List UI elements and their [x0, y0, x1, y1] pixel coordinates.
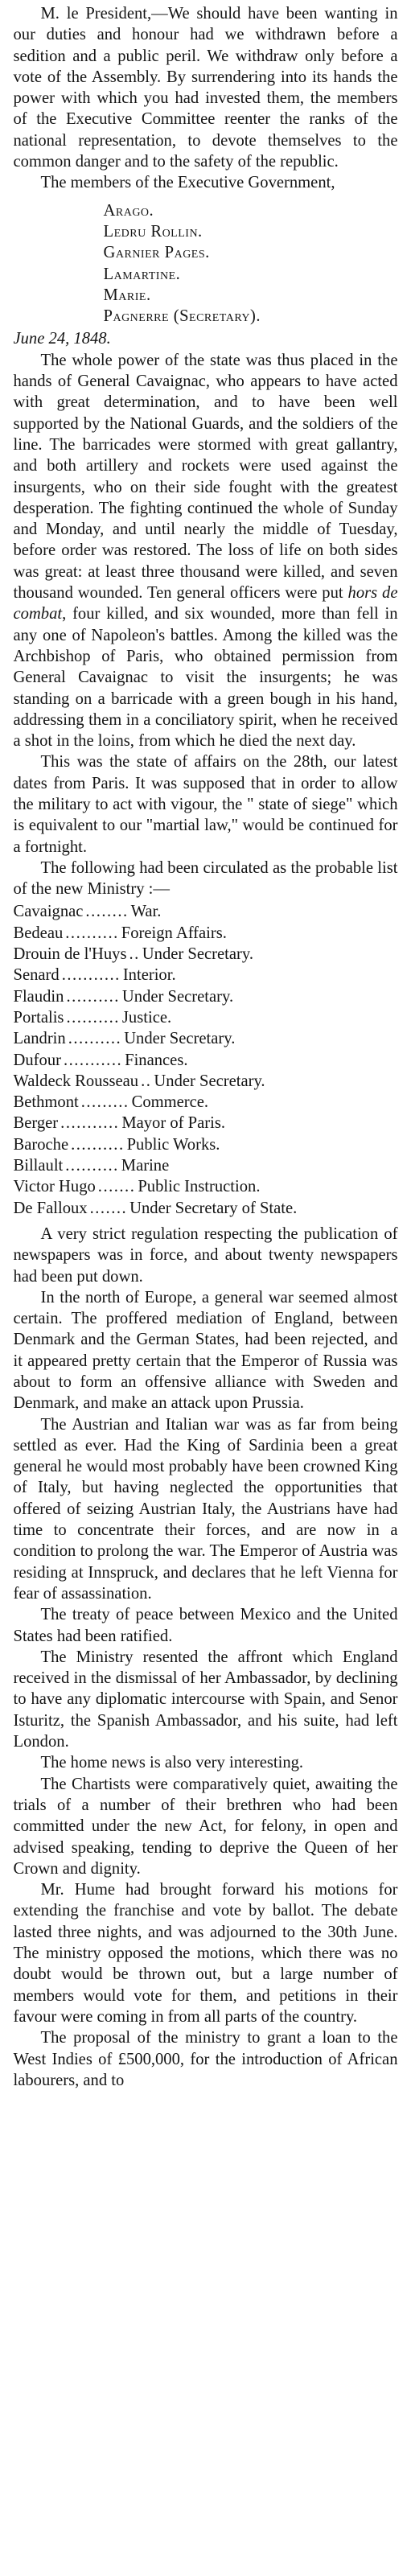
leader-dots: ..........: [66, 987, 120, 1006]
ministry-row: [14, 901, 398, 922]
leader-dots: ..........: [66, 1008, 120, 1027]
signatory: Arago.: [103, 201, 154, 220]
minister-post: War.: [130, 903, 162, 921]
leader-dots: .......: [97, 1178, 136, 1196]
minister-name: Billault: [13, 1157, 64, 1175]
paragraph-cavaignac: [14, 350, 398, 752]
minister-post: Under Secretary.: [121, 987, 234, 1006]
hors-de-combat-phrase: hors de combat: [13, 584, 398, 623]
minister-name: Bethmont: [13, 1093, 79, 1112]
paragraph-home-news: The home news is also very interesting.: [40, 1754, 304, 1772]
minister-name: Bedeau: [13, 924, 64, 942]
leader-dots: ..: [141, 1072, 152, 1090]
leader-dots: ...........: [61, 966, 121, 985]
minister-post: Marine: [121, 1157, 170, 1175]
address-text: M. le President,—We should have been wanting in our duties and honour had we withdrawn before a sedition and a public peril. We withdraw only before a vote of the Assembly. By surrendering into its hands the power with which you had invested them, the members of the Executive Committee reenter the ranks of the national representation, to devote themselves to the common danger and to the safety of the republic.: [13, 5, 398, 171]
paragraph-cavaignac-tail: , four killed, and six wounded, more than fell in any one of Napoleon's battles. Among the killed was the Archbishop of Paris, who obtained permission from General Cavaignac to visit the insurgents; he was standing on a barricade with a green bough in his hand, addressing them in a conciliatory spirit, when he received a shot in the loins, from which he died the next day.: [13, 605, 398, 751]
paragraph-mexico-treaty: The treaty of peace between Mexico and the United States had been ratified.: [13, 1606, 398, 1645]
minister-name: Landrin: [13, 1030, 66, 1048]
minister-name: Berger: [13, 1114, 59, 1133]
signatory: Marie.: [103, 286, 151, 304]
ministry-row: [14, 1134, 398, 1155]
minister-post: Justice.: [121, 1008, 172, 1027]
minister-post: Foreign Affairs.: [121, 924, 227, 942]
ministry-row: [14, 986, 398, 1007]
minister-post: Under Secretary.: [142, 945, 253, 964]
signatory: Garnier Pages.: [103, 244, 210, 262]
minister-post: Under Secretary.: [124, 1030, 236, 1048]
ministry-row: [14, 1176, 398, 1197]
minister-name: Portalis: [13, 1008, 64, 1027]
minister-name: De Falloux: [13, 1199, 88, 1217]
ministry-row: [14, 1028, 398, 1049]
minister-name: Dufour: [13, 1051, 61, 1069]
ministry-row: [14, 1092, 398, 1113]
minister-post: Public Works.: [126, 1135, 220, 1154]
ministry-row: [14, 1155, 398, 1176]
paragraph-cavaignac-head: The whole power of the state was thus placed in the hands of General Cavaignac, who appears to have acted with great determination, and to have been well supported by the National Guards, and the soldiers of the line. The barricades were stormed with great gallantry, and both artillery and rockets were used against the insurgents, who on their side fought with the greatest desperation. The fighting continued the whole of Sunday and Monday, and until nearly the middle of Tuesday, before order was restored. The loss of life on both sides was great: at least three thousand were killed, and seven thousand wounded. Ten general officers were put: [13, 351, 398, 603]
minister-name: Victor Hugo: [13, 1178, 96, 1196]
ministry-list: [14, 901, 398, 1218]
minister-post: Mayor of Paris.: [121, 1114, 226, 1133]
ministry-row: [14, 965, 398, 986]
minister-name: Cavaignac: [13, 903, 84, 921]
paragraph-mr-hume: Mr. Hume had brought forward his motions for extending the franchise and vote by ballot. The debate lasted three nights, and was adjourned to the 30th June. The ministry opposed the motions, which there was no doubt would be thrown out, but a large number of members would vote for them, and petitions in their favour were coming in from all parts of the country.: [13, 1881, 398, 2026]
signatory: Pagnerre (Secretary).: [103, 307, 261, 326]
minister-post: Finances.: [125, 1051, 188, 1069]
minister-name: Flaudin: [13, 987, 64, 1006]
paragraph-chartists: The Chartists were comparatively quiet, awaiting the trials of a number of their brethren who had been committed under the new Act, for felony, in open and advised speaking, tending to deprive the Queen of her Crown and dignity.: [13, 1775, 398, 1878]
ministry-row: [14, 944, 398, 965]
minister-post: Public Instruction.: [138, 1178, 261, 1196]
minister-post: Commerce.: [131, 1093, 209, 1112]
leader-dots: ...........: [60, 1114, 120, 1133]
dateline: June 24, 1848.: [13, 330, 111, 348]
paragraph-ministry-intro: The following had been circulated as the probable list of the new Ministry :—: [13, 858, 398, 899]
paragraph-north-europe: In the north of Europe, a general war seemed almost certain. The proffered mediation of England, between Denmark and the German States, had been rejected, and it appeared pretty certain that the Emperor of Russia was about to form an offensive alliance with Sweden and Denmark, and make an attack upon Prussia.: [13, 1288, 398, 1413]
minister-name: Waldeck Rousseau: [13, 1072, 139, 1090]
ministry-row: [14, 923, 398, 944]
newspaper-column: [14, 0, 398, 2091]
leader-dots: ...........: [63, 1051, 123, 1069]
minister-post: Under Secretary.: [154, 1072, 265, 1090]
ministry-row: [14, 1050, 398, 1071]
leader-dots: .......: [89, 1199, 128, 1217]
signatory: Ledru Rollin.: [103, 222, 203, 241]
paragraph-spain-ambassador: The Ministry resented the affront which England received in the dismissal of her Ambassador, by declining to have any diplomatic intercourse with Spain, and Senor Isturitz, the Spanish Ambassador, and his suite, had left London.: [13, 1648, 398, 1751]
minister-name: Drouin de l'Huys: [13, 945, 127, 964]
ministry-row: [14, 1007, 398, 1028]
minister-post: Interior.: [122, 966, 176, 985]
ministry-row: [14, 1198, 398, 1219]
leader-dots: .........: [80, 1093, 129, 1112]
ministry-row: [14, 1113, 398, 1134]
leader-dots: ........: [85, 903, 129, 921]
paragraph-west-indies-loan: The proposal of the ministry to grant a loan to the West Indies of £500,000, for the introduction of African labourers, and to: [13, 2029, 398, 2089]
signatories-list: [104, 200, 398, 327]
minister-name: Senard: [13, 966, 60, 985]
signatory: Lamartine.: [103, 265, 181, 283]
paragraph-paris-dates: This was the state of affairs on the 28th, our latest dates from Paris. It was supposed that in order to allow the military to act with vigour, the " state of siege" which is equivalent to our "martial law," would be continued for a fortnight.: [13, 753, 398, 856]
address-closing: The members of the Executive Government,: [40, 174, 335, 192]
leader-dots: ..........: [71, 1135, 125, 1154]
minister-name: Baroche: [13, 1135, 69, 1154]
paragraph-austria-italy: The Austrian and Italian war was as far from being settled as ever. Had the King of Sardinia been a great general he would most probably have been crowned King of Italy, but having neglected the opportunities that offered of seizing Austrian Italy, the Austrians have had time to concentrate their forces, and are now in a condition to prolong the war. The Emperor of Austria was residing at Innspruck, and declares that he left Vienna for fear of assassination.: [13, 1415, 398, 1603]
leader-dots: ..: [129, 945, 140, 964]
paragraph-newspapers: A very strict regulation respecting the publication of newspapers was in force, and about twenty newspapers had been put down.: [13, 1224, 398, 1286]
minister-post: Under Secretary of State.: [129, 1199, 298, 1217]
leader-dots: ..........: [65, 1157, 119, 1175]
executive-address: [14, 3, 398, 172]
leader-dots: ..........: [68, 1030, 122, 1048]
leader-dots: ..........: [65, 924, 119, 942]
ministry-row: [14, 1071, 398, 1092]
